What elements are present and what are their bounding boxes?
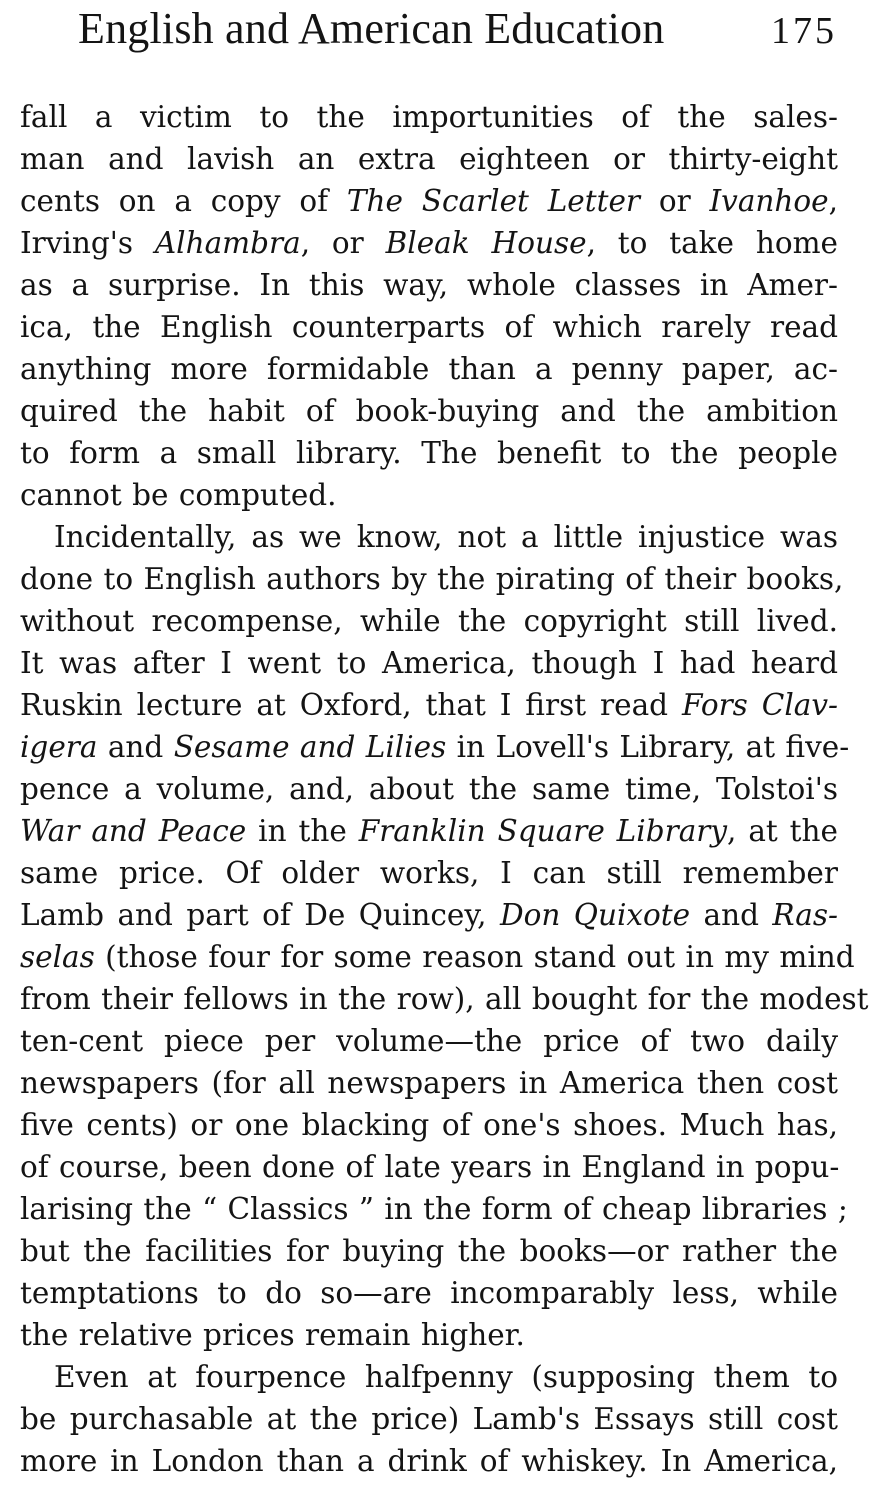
text-line: It was after I went to America, though I had heard bbox=[20, 646, 838, 680]
text-line: done to English authors by the pirating of their books, bbox=[20, 562, 844, 596]
text-line: be purchasable at the price) Lamb's Essays still cost bbox=[20, 1402, 838, 1436]
running-head bbox=[0, 4, 873, 56]
text-line: Lamb and part of De Quincey, Don Quixote and Ras- bbox=[20, 898, 838, 932]
running-title: English and American Education bbox=[78, 4, 665, 53]
italic-title: Ras- bbox=[772, 898, 838, 932]
text-line: ten-cent piece per volume—the price of two daily bbox=[20, 1024, 838, 1058]
text-line: without recompense, while the copyright still lived. bbox=[20, 604, 838, 638]
text-line: igera and Sesame and Lilies in Lovell's Library, at five- bbox=[20, 730, 850, 764]
text-line: five cents) or one blacking of one's shoes. Much has, bbox=[20, 1108, 838, 1142]
text-line: anything more formidable than a penny paper, ac- bbox=[20, 352, 838, 386]
italic-title: Sesame and Lilies bbox=[173, 730, 447, 764]
text-line: temptations to do so—are incomparably less, while bbox=[20, 1276, 838, 1310]
italic-title: War and Peace bbox=[20, 814, 247, 848]
italic-title: Alhambra bbox=[154, 226, 301, 260]
text-line: same price. Of older works, I can still remember bbox=[20, 856, 838, 890]
text-line: pence a volume, and, about the same time, Tolstoi's bbox=[20, 772, 838, 806]
italic-title: Bleak House bbox=[385, 226, 587, 260]
text-line: of course, been done of late years in England in popu- bbox=[20, 1150, 840, 1184]
italic-title: igera bbox=[20, 730, 98, 764]
text-line: more in London than a drink of whiskey. In America, bbox=[20, 1444, 838, 1478]
text-line: ica, the English counterparts of which rarely read bbox=[20, 310, 838, 344]
italic-title: Don Quixote bbox=[499, 898, 691, 932]
italic-title: Franklin Square Library bbox=[358, 814, 728, 848]
text-line: man and lavish an extra eighteen or thirty-eight bbox=[20, 142, 838, 176]
italic-title: selas bbox=[20, 940, 95, 974]
italic-title: Fors Clav- bbox=[681, 688, 838, 722]
text-line: War and Peace in the Franklin Square Library, at the bbox=[20, 814, 838, 848]
text-line: fall a victim to the importunities of the sales- bbox=[20, 100, 838, 134]
text-line: Irving's Alhambra, or Bleak House, to take home bbox=[20, 226, 839, 260]
italic-title: Ivanhoe bbox=[709, 184, 829, 218]
text-line: but the facilities for buying the books—or rather the bbox=[20, 1234, 838, 1268]
text-line: the relative prices remain higher. bbox=[20, 1318, 525, 1352]
text-line: as a surprise. In this way, whole classes in Amer- bbox=[20, 268, 838, 302]
text-line: larising the “ Classics ” in the form of cheap libraries ; bbox=[20, 1192, 848, 1226]
text-line: quired the habit of book-buying and the ambition bbox=[20, 394, 838, 428]
body-text bbox=[20, 96, 869, 1482]
page-number: 175 bbox=[771, 10, 837, 52]
text-line: newspapers (for all newspapers in America then cost bbox=[20, 1066, 838, 1100]
text-line: selas (those four for some reason stand out in my mind bbox=[20, 940, 855, 974]
text-line: to form a small library. The benefit to the people bbox=[20, 436, 838, 470]
text-line: Ruskin lecture at Oxford, that I first read Fors Clav- bbox=[20, 688, 838, 722]
paragraph-first-line: Even at fourpence halfpenny (supposing them to bbox=[54, 1360, 838, 1394]
paragraph-first-line: Incidentally, as we know, not a little injustice was bbox=[54, 520, 838, 554]
text-line: from their fellows in the row), all bought for the modest bbox=[20, 982, 869, 1016]
italic-title: The Scarlet Letter bbox=[346, 184, 641, 218]
text-line: cannot be computed. bbox=[20, 478, 337, 512]
text-line: cents on a copy of The Scarlet Letter or Ivanhoe, bbox=[20, 184, 839, 218]
